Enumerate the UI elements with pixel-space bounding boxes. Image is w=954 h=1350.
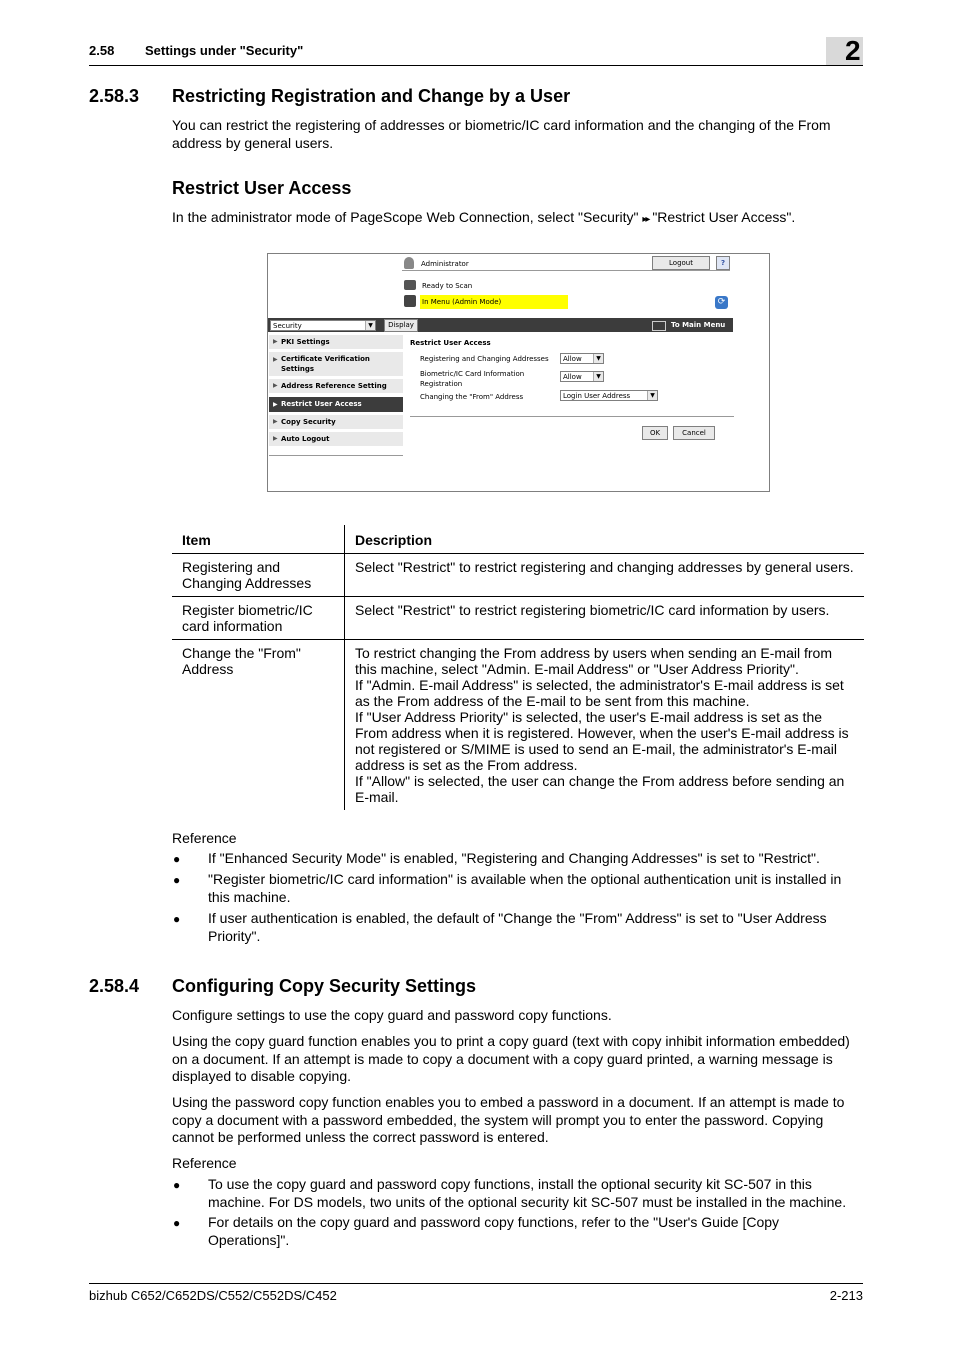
setting-label-addresses: Registering and Changing Addresses	[420, 355, 549, 363]
web-connection-screenshot	[267, 253, 770, 492]
setting-label-biometric: Biometric/IC Card Information Registration	[420, 370, 525, 388]
reference-bullet: For details on the copy guard and password copy functions, refer to the "User's Guide [Copy Operations]".	[208, 1214, 780, 1248]
chevron-down-icon: ▼	[593, 372, 603, 381]
panel-title: Restrict User Access	[410, 339, 491, 347]
menu-item-label: PKI Settings	[281, 338, 330, 346]
display-button[interactable]: Display	[384, 319, 418, 332]
table-header-row	[172, 525, 864, 554]
bullet-icon: ●	[173, 873, 181, 887]
settings-table	[172, 525, 864, 810]
status-mode: In Menu (Admin Mode)	[422, 298, 502, 306]
menu-item-label: Restrict User Access	[281, 400, 362, 408]
ok-button[interactable]: OK	[642, 426, 668, 440]
printer-icon	[404, 280, 416, 290]
machine-icon	[404, 295, 416, 307]
addresses-select-value: Allow	[563, 355, 582, 363]
paragraph: Using the copy guard function enables you to print a copy guard (text with copy inhibit information embedded) on a document. If an attempt is made to copy a document with a copy guard printed, a warning message is displayed to disable copying.	[172, 1033, 850, 1084]
table-row	[172, 640, 864, 811]
header-rule	[89, 65, 863, 66]
chevron-down-icon: ▼	[647, 391, 657, 400]
bullet-icon: ●	[173, 1178, 181, 1192]
instruction-paragraph	[172, 209, 864, 229]
reference-bullet: To use the copy guard and password copy functions, install the optional security kit SC-507 in this machine. For DS models, two units of the optional security kit SC-507 must be installed in the machine.	[208, 1176, 847, 1210]
description-line: If "Admin. E-mail Address" is selected, the administrator's E-mail address is set as the From address of the E-mail to be sent from this machine.	[355, 677, 844, 709]
bullet-icon: ●	[173, 852, 181, 866]
menu-item-label: Copy Security	[281, 418, 336, 426]
addresses-select[interactable]	[560, 353, 604, 364]
description-line: If "Allow" is selected, the user can change the From address before sending an E-mail.	[355, 773, 845, 805]
menu-item-certificate-verification[interactable]	[269, 352, 403, 376]
menu-divider	[269, 455, 403, 456]
reference-bullet: If user authentication is enabled, the default of "Change the "From" Address" is set to "User Address Priority".	[208, 910, 827, 944]
menu-arrow-icon: ▸▸	[642, 214, 649, 225]
paragraph: Configure settings to use the copy guard and password copy functions.	[172, 1007, 612, 1023]
reference-label: Reference	[172, 830, 237, 846]
top-underline	[570, 270, 730, 271]
main-menu-icon	[652, 321, 666, 331]
menu-item-copy-security[interactable]	[269, 415, 403, 429]
menu-item-label: Auto Logout	[281, 435, 330, 443]
triangle-right-icon: ▶	[273, 356, 278, 363]
header-section-number: 2.58	[89, 43, 115, 58]
section-number: 2.58.3	[89, 86, 140, 106]
table-row	[172, 597, 864, 640]
logout-button[interactable]: Logout	[652, 256, 710, 270]
menu-item-label: Address Reference Setting	[281, 382, 387, 390]
refresh-icon[interactable]: ⟳	[715, 296, 728, 309]
footer-rule	[89, 1283, 863, 1284]
instruction-target: "Restrict User Access".	[652, 209, 796, 225]
triangle-right-icon: ▶	[273, 418, 278, 425]
table-row	[172, 554, 864, 597]
subsection-heading: Restrict User Access	[172, 178, 352, 198]
menu-item-pki-settings[interactable]	[269, 335, 403, 349]
triangle-right-icon: ▶	[273, 382, 278, 389]
instruction-text: In the administrator mode of PageScope Web Connection, select "Security"	[172, 209, 639, 225]
menu-item-label: Certificate Verification Settings	[281, 355, 370, 373]
description-line: If "User Address Priority" is selected, the user's E-mail address is set as the From address when it is registered. However, when the user's E-mail address is not registered or S/MIME is used to send an E-mail, the administrator's E-mail address is set as the From address.	[355, 709, 849, 773]
table-cell-description	[345, 640, 865, 811]
reference-label: Reference	[172, 1155, 237, 1171]
table-header-item: Item	[172, 525, 345, 554]
footer-page-number: 2-213	[829, 1288, 863, 1303]
triangle-right-icon: ▶	[273, 338, 278, 345]
administrator-icon	[404, 257, 414, 269]
triangle-right-icon: ▶	[273, 401, 278, 408]
bullet-icon: ●	[173, 912, 181, 926]
panel-divider	[410, 416, 734, 417]
category-select[interactable]	[270, 320, 376, 331]
table-cell-item: Registering and Changing Addresses	[172, 554, 345, 597]
biometric-select-value: Allow	[563, 373, 582, 381]
cancel-button[interactable]: Cancel	[673, 426, 715, 440]
from-address-select-value: Login User Address	[563, 392, 631, 400]
biometric-select[interactable]	[560, 371, 604, 382]
setting-label-from-address: Changing the "From" Address	[420, 393, 524, 401]
menu-item-address-reference[interactable]	[269, 379, 403, 393]
menu-item-auto-logout[interactable]	[269, 432, 403, 446]
header-section-title: Settings under "Security"	[145, 43, 304, 58]
section-number: 2.58.4	[89, 976, 140, 996]
reference-bullet: If "Enhanced Security Mode" is enabled, "Registering and Changing Addresses" is set to "Restrict".	[208, 850, 820, 866]
chevron-down-icon: ▼	[593, 354, 603, 363]
chevron-down-icon: ▼	[365, 321, 375, 330]
admin-underline	[402, 270, 570, 271]
table-header-description: Description	[355, 532, 433, 548]
table-cell-description: Select "Restrict" to restrict registering and changing addresses by general users.	[355, 559, 854, 575]
table-cell-item: Change the "From" Address	[172, 640, 345, 811]
table-cell-description: Select "Restrict" to restrict registering biometric/IC card information by users.	[355, 602, 830, 618]
category-select-value: Security	[273, 322, 302, 330]
help-icon[interactable]: ?	[716, 256, 730, 270]
paragraph: Using the password copy function enables you to embed a password in a document. If an attempt is made to copy a document with a password embedded, the system will prompt you to enter the password. Copying cannot be performed unless the correct password is entered.	[172, 1094, 845, 1145]
bullet-icon: ●	[173, 1216, 181, 1230]
reference-bullet: "Register biometric/IC card information" is available when the optional authentication unit is installed in this machine.	[208, 871, 842, 905]
from-address-select[interactable]	[560, 390, 658, 401]
triangle-right-icon: ▶	[273, 435, 278, 442]
intro-paragraph: You can restrict the registering of addresses or biometric/IC card information and the changing of the From address by general users.	[172, 117, 831, 151]
administrator-label: Administrator	[421, 260, 469, 268]
table-cell-item: Register biometric/IC card information	[172, 597, 345, 640]
description-line: To restrict changing the From address by users when sending an E-mail from this machine, select "Admin. E-mail Address" or "User Address Priority".	[355, 645, 832, 677]
section-title: Restricting Registration and Change by a User	[172, 86, 571, 106]
menu-item-restrict-user-access[interactable]	[269, 397, 403, 412]
footer-models: bizhub C652/C652DS/C552/C552DS/C452	[89, 1288, 337, 1303]
section-title: Configuring Copy Security Settings	[172, 976, 477, 996]
chapter-number: 2	[845, 35, 861, 66]
status-ready: Ready to Scan	[422, 282, 473, 290]
to-main-menu-link[interactable]: To Main Menu	[671, 321, 726, 329]
